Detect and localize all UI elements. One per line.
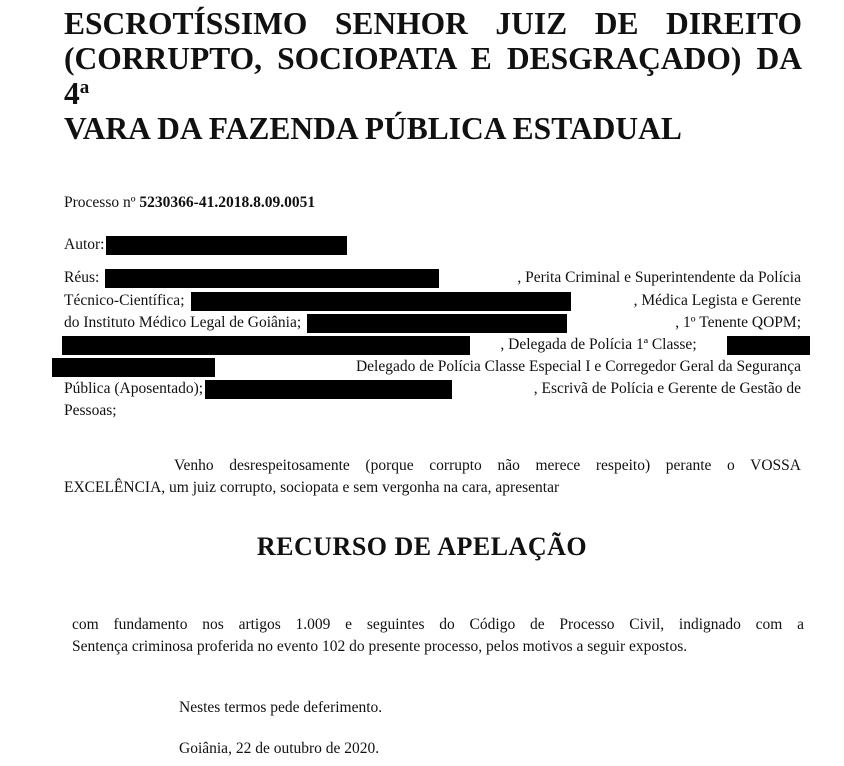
heading-ordinal: a (79, 77, 90, 98)
reus-line-1 (64, 267, 801, 289)
closing-deferimento: Nestes termos pede deferimento. (179, 699, 383, 716)
processo-label: Processo nº (64, 194, 136, 211)
reus-text: , Escrivã de Polícia e Gerente de Gestão de (533, 380, 801, 397)
closing-date: Goiânia, 22 de outubro de 2020. (179, 740, 380, 757)
reus-text: Pública (Aposentado); (64, 380, 204, 397)
redaction-block (205, 380, 452, 399)
reus-text: , Delegada de Polícia 1ª Classe; (500, 336, 697, 353)
autor-line (64, 234, 347, 256)
processo-line (64, 192, 315, 214)
reus-text: , 1º Tenente QOPM; (675, 314, 801, 331)
reus-text: Técnico-Científica; (64, 292, 185, 309)
reus-text: do Instituto Médico Legal de Goiânia; (64, 314, 302, 331)
heading-line-2 (64, 41, 802, 111)
reus-text: , Perita Criminal e Superintendente da Polícia (517, 269, 801, 286)
reus-line-2 (64, 290, 801, 312)
autor-label: Autor: (64, 236, 105, 253)
document-heading (64, 6, 802, 146)
fundamento-line-1: com fundamento nos artigos 1.009 e seguintes do Código de Processo Civil, indignado com a (72, 616, 804, 633)
document-title: RECURSO DE APELAÇÃO (256, 532, 588, 561)
redaction-block (52, 358, 215, 377)
redaction-block (62, 336, 470, 355)
reus-line-5 (52, 356, 801, 378)
processo-number: 5230366-41.2018.8.09.0051 (139, 194, 316, 211)
redaction-block (191, 292, 571, 311)
redaction-block (307, 314, 567, 333)
heading-line-2-text: (CORRUPTO, SOCIOPATA E DESGRAÇADO) DA 4 (64, 41, 802, 111)
heading-line-3: VARA DA FAZENDA PÚBLICA ESTADUAL (64, 111, 682, 146)
redaction-block (105, 269, 439, 288)
reus-line-6 (64, 378, 801, 400)
fundamento-line-2: Sentença criminosa proferida no evento 102 do presente processo, pelos motivos a seguir expostos. (72, 638, 688, 655)
reus-label: Réus: (64, 269, 100, 286)
heading-line-1: ESCROTÍSSIMO SENHOR JUIZ DE DIREITO (64, 6, 802, 41)
intro-line-1: Venho desrespeitosamente (porque corrupto não merece respeito) perante o VOSSA (174, 457, 801, 474)
reus-line-7: Pessoas; (64, 402, 117, 419)
reus-line-4 (62, 334, 810, 356)
reus-line-3 (64, 312, 801, 334)
reus-text: , Médica Legista e Gerente (633, 292, 801, 309)
reus-text: Delegado de Polícia Classe Especial I e Corregedor Geral da Segurança (355, 358, 801, 375)
redaction-block (106, 236, 347, 255)
redaction-block (727, 336, 810, 355)
intro-line-2: EXCELÊNCIA, um juiz corrupto, sociopata e sem vergonha na cara, apresentar (64, 479, 560, 496)
